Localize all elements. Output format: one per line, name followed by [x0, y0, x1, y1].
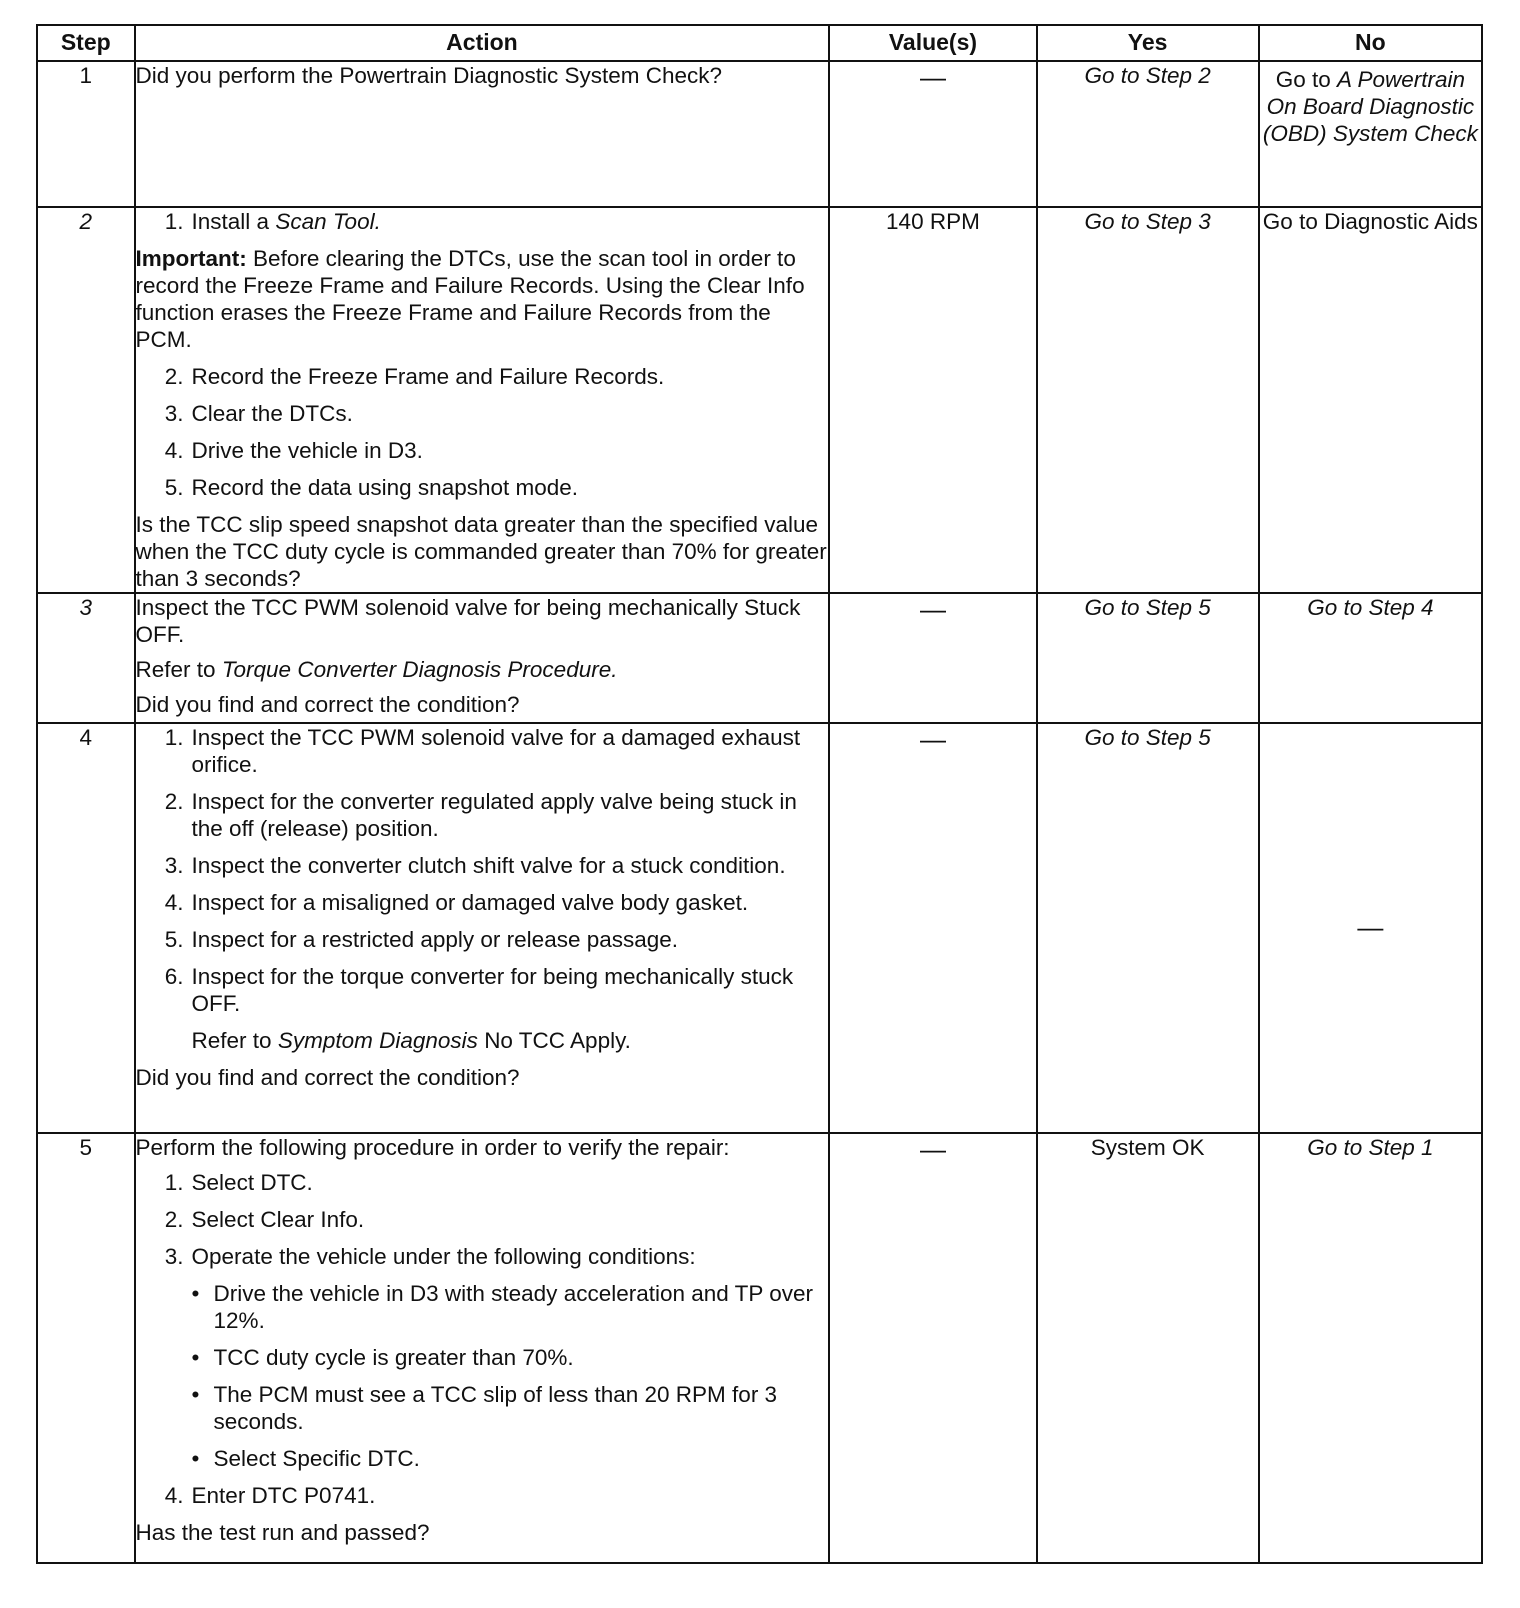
no-link: Go to Step 1: [1307, 1135, 1434, 1160]
item-text: Record the Freeze Frame and Failure Records.: [191, 364, 665, 389]
step-number: 4: [37, 723, 135, 1133]
table-row-step-4: [37, 723, 1482, 1133]
item-number: 4.: [164, 438, 184, 463]
step-number: 1: [37, 61, 135, 207]
bullet-item: [192, 1381, 829, 1435]
header-row: [37, 25, 1482, 61]
bullet-icon: •: [191, 1345, 200, 1370]
item-italic: Scan Tool.: [275, 209, 381, 234]
question-text: Is the TCC slip speed snapshot data greater than the specified value when the TCC duty cycle is commanded greater than 70% for greater than 3 seconds?: [135, 512, 827, 591]
bullet-text: The PCM must see a TCC slip of less than 20 RPM for 3 seconds.: [213, 1382, 778, 1434]
list-item: [136, 400, 829, 427]
item-text: Drive the vehicle in D3.: [191, 438, 423, 463]
bullet-icon: •: [191, 1446, 200, 1471]
item-number: 4.: [164, 890, 184, 915]
procedure-list: [136, 724, 829, 1017]
yes-cell: [1037, 61, 1259, 207]
bullet-icon: •: [191, 1382, 200, 1407]
procedure-list: [136, 363, 829, 501]
item-text: Operate the vehicle under the following conditions:: [191, 1244, 696, 1269]
item-text: Inspect for a misaligned or damaged valve body gasket.: [191, 890, 749, 915]
item-text: Select DTC.: [191, 1170, 313, 1195]
no-cell: [1259, 61, 1482, 207]
yes-cell: [1037, 207, 1259, 593]
important-text: Before clearing the DTCs, use the scan tool in order to record the Freeze Frame and Failure Records. Using the Clear Info function erases the Freeze Frame and Failure Records from the PCM.: [135, 246, 805, 352]
list-item: [136, 889, 829, 916]
value-dash: —: [919, 594, 946, 624]
list-item: [136, 788, 829, 842]
yes-link: Go to Step 5: [1084, 595, 1211, 620]
bullet-item: [192, 1344, 829, 1371]
bullet-text: Select Specific DTC.: [213, 1446, 420, 1471]
refer-text: [136, 656, 829, 683]
refer-prefix: Refer to: [191, 1028, 272, 1053]
list-item: [136, 208, 829, 235]
item-number: 5.: [164, 475, 184, 500]
procedure-list: [136, 1169, 829, 1509]
header-yes: Yes: [1037, 25, 1259, 61]
refer-suffix: No TCC Apply.: [484, 1028, 631, 1053]
item-number: 6.: [164, 964, 184, 989]
item-number: 3.: [164, 401, 184, 426]
list-item: [136, 724, 829, 778]
important-note: [136, 245, 829, 353]
item-number: 2.: [164, 364, 184, 389]
list-item: [136, 852, 829, 879]
item-number: 4.: [164, 1483, 184, 1508]
no-prefix: Go to: [1275, 67, 1331, 92]
list-item: [136, 1206, 829, 1233]
item-text: Clear the DTCs.: [191, 401, 353, 426]
action-cell: [135, 723, 830, 1133]
item-number: 5.: [164, 927, 184, 952]
value-dash: —: [919, 1134, 946, 1164]
item-number: 1.: [164, 725, 184, 750]
item-number: 3.: [164, 853, 184, 878]
action-cell: [135, 593, 830, 723]
question-text: Did you perform the Powertrain Diagnostic System Check?: [135, 63, 723, 88]
question-text: Has the test run and passed?: [135, 1520, 430, 1545]
step-number: 5: [37, 1133, 135, 1563]
list-item: [136, 1243, 829, 1472]
bullet-item: [192, 1280, 829, 1334]
no-cell: Go to Diagnostic Aids: [1259, 207, 1482, 593]
item-number: 2.: [164, 1207, 184, 1232]
yes-link: Go to Step 5: [1084, 725, 1211, 750]
header-step: Step: [37, 25, 135, 61]
item-number: 3.: [164, 1244, 184, 1269]
table-row-step-5: [37, 1133, 1482, 1563]
instruction-text: Inspect the TCC PWM solenoid valve for being mechanically Stuck OFF.: [135, 595, 801, 647]
list-item: [136, 437, 829, 464]
refer-prefix: Refer to: [135, 657, 216, 682]
no-reference: A Powertrain On Board Diagnostic (OBD) System Check: [1262, 67, 1478, 146]
header-action: Action: [135, 25, 830, 61]
bullet-text: TCC duty cycle is greater than 70%.: [213, 1345, 574, 1370]
condition-list: [192, 1280, 829, 1472]
item-text: Enter DTC P0741.: [191, 1483, 376, 1508]
procedure-list: [136, 208, 829, 235]
item-text: Record the data using snapshot mode.: [191, 475, 579, 500]
item-text: Select Clear Info.: [191, 1207, 365, 1232]
header-value: Value(s): [829, 25, 1036, 61]
action-cell: [135, 207, 830, 593]
value-cell: [829, 593, 1036, 723]
refer-reference: Symptom Diagnosis: [277, 1028, 478, 1053]
list-item: [136, 926, 829, 953]
bullet-icon: •: [191, 1281, 200, 1306]
value-dash: —: [919, 724, 946, 754]
refer-text: [192, 1027, 829, 1054]
table-row-step-2: [37, 207, 1482, 593]
item-text: Inspect the converter clutch shift valve for a stuck condition.: [191, 853, 786, 878]
item-number: 2.: [164, 789, 184, 814]
item-text: Inspect for a restricted apply or release passage.: [191, 927, 679, 952]
list-item: [136, 474, 829, 501]
important-label: Important:: [135, 246, 247, 271]
question-text: Did you find and correct the condition?: [135, 692, 520, 717]
item-text: Install a: [191, 209, 270, 234]
yes-link: Go to Step 3: [1084, 209, 1211, 234]
no-link: Go to Step 4: [1307, 595, 1434, 620]
yes-cell: [1037, 723, 1259, 1133]
value-cell: [829, 1133, 1036, 1563]
yes-cell: [1037, 593, 1259, 723]
question-text: Did you find and correct the condition?: [135, 1065, 520, 1090]
item-text: Inspect for the torque converter for being mechanically stuck OFF.: [191, 964, 794, 1016]
diagnostic-table: [36, 24, 1483, 1564]
intro-text: Perform the following procedure in order to verify the repair:: [135, 1135, 730, 1160]
yes-cell: System OK: [1037, 1133, 1259, 1563]
step-number: 3: [37, 593, 135, 723]
list-item: [136, 963, 829, 1017]
header-no: No: [1259, 25, 1482, 61]
bullet-item: [192, 1445, 829, 1472]
list-item: [136, 1169, 829, 1196]
table-row-step-1: [37, 61, 1482, 207]
table-row-step-3: [37, 593, 1482, 723]
refer-reference: Torque Converter Diagnosis Procedure.: [221, 657, 618, 682]
value-dash: —: [919, 62, 946, 92]
item-text: Inspect the TCC PWM solenoid valve for a damaged exhaust orifice.: [191, 725, 801, 777]
item-number: 1.: [164, 209, 184, 234]
value-cell: [829, 723, 1036, 1133]
no-dash: —: [1357, 912, 1384, 943]
no-cell: [1259, 1133, 1482, 1563]
yes-link: Go to Step 2: [1084, 63, 1211, 88]
value-cell: [829, 61, 1036, 207]
bullet-text: Drive the vehicle in D3 with steady acceleration and TP over 12%.: [213, 1281, 814, 1333]
list-item: [136, 363, 829, 390]
item-text: Inspect for the converter regulated apply valve being stuck in the off (release) position.: [191, 789, 797, 841]
step-number: 2: [37, 207, 135, 593]
action-cell: [135, 61, 830, 207]
action-cell: [135, 1133, 830, 1563]
list-item: [136, 1482, 829, 1509]
item-number: 1.: [164, 1170, 184, 1195]
value-cell: 140 RPM: [829, 207, 1036, 593]
no-cell: [1259, 723, 1482, 1133]
no-cell: [1259, 593, 1482, 723]
